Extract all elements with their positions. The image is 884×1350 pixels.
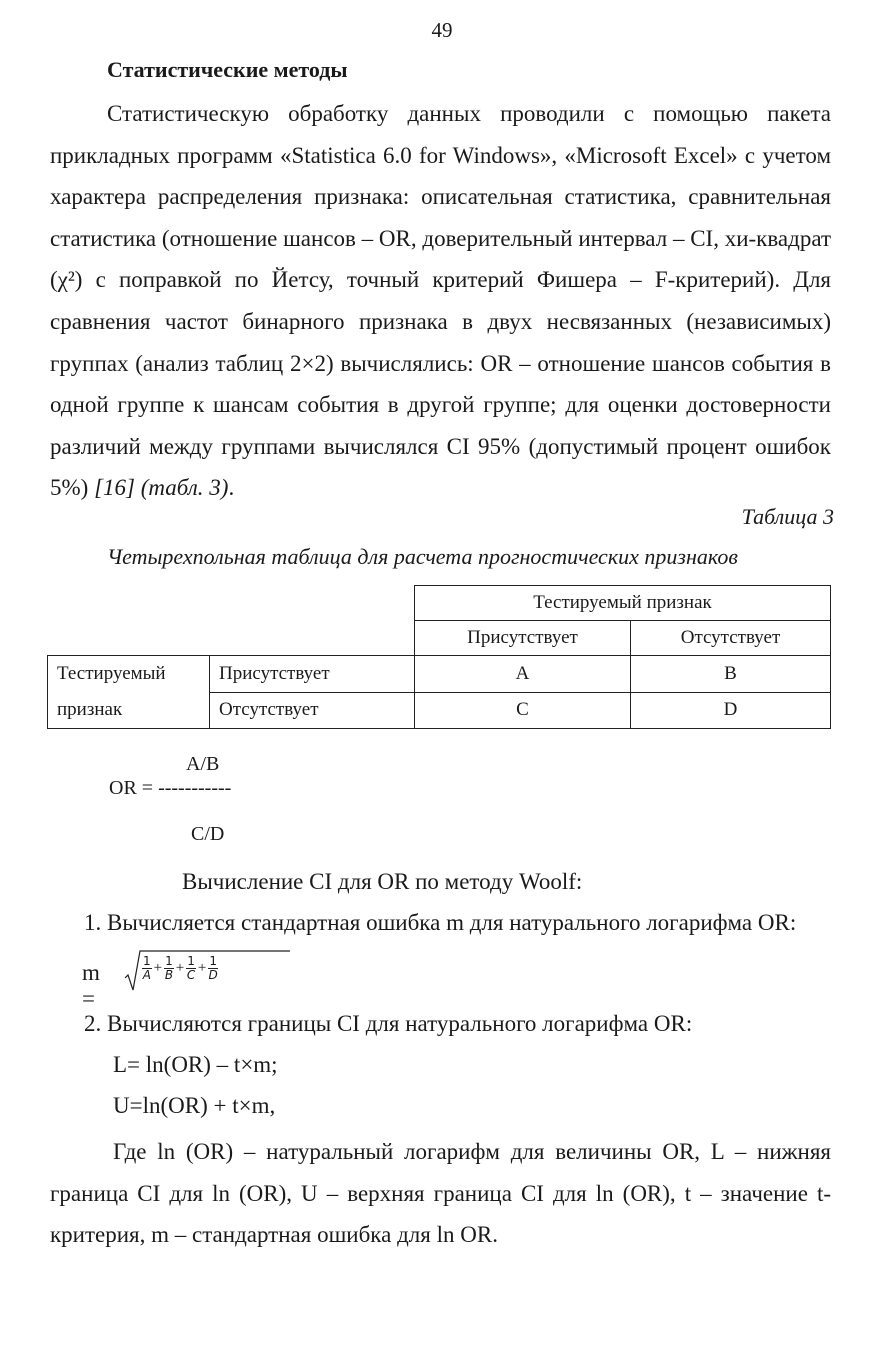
col-absent-header: Отсутствует [631, 621, 831, 656]
cell-a: A [415, 656, 631, 693]
row-group-header-line1: Тестируемый [57, 663, 166, 684]
table-header-row-2 [48, 621, 831, 656]
fraction-term: $\frac{1}{D}$ [208, 954, 218, 983]
definitions-paragraph: Где ln (OR) – натуральный логарифм для величины OR, L – нижняя граница CI для ln (OR), U – верхняя граница CI для ln (OR), t – значение t-критерия, m – стандартная ошибка для ln OR. [50, 1139, 831, 1248]
methods-paragraph [50, 93, 831, 509]
empty-corner [210, 621, 415, 656]
table-number: Таблица 3 [741, 504, 834, 529]
table-row [48, 656, 831, 693]
row-group-header [48, 656, 210, 729]
cell-c: C [415, 692, 631, 729]
equation-lower-bound: L= ln(OR) – t×m; [113, 1052, 278, 1077]
or-numerator: A/B [186, 753, 220, 775]
m-formula-lhs: m = [82, 960, 100, 1011]
or-denominator: C/D [191, 823, 225, 845]
equation-upper-bound: U=ln(OR) + t×m, [113, 1093, 276, 1118]
methods-paragraph-text: Статистическую обработку данных проводили с помощью пакета прикладных программ «Statistica 6.0 for Windows», «Microsoft Excel» с учетом характера распределения признака: описательная статистика, сравнительная статистика (отношение шансов – OR, доверительный интервал – CI, хи-квадрат (χ²) с поправкой по Йетсу, точный критерий Фишера – F-критерий). Для сравнения частот бинарного признака в двух несвязанных (независимых) группах (анализ таблиц 2×2) вычислялись: OR – отношение шансов события в одной группе к шансам события в другой группе; для оценки достоверности различий между группами вычислялся CI 95% (допустимый процент ошибок 5%) [50, 101, 831, 501]
table-header-row-1 [48, 586, 831, 621]
row-present-header: Присутствует [210, 656, 415, 693]
empty-corner [48, 621, 210, 656]
col-present-header: Присутствует [415, 621, 631, 656]
page-number: 49 [431, 18, 453, 42]
table-caption: Четырехпольная таблица для расчета прогностических признаков [107, 544, 738, 569]
or-fraction-line: OR = ----------- [109, 777, 232, 799]
section-heading: Статистические методы [107, 57, 348, 82]
table-reference: [16] (табл. 3) [94, 475, 229, 501]
col-group-header: Тестируемый признак [415, 586, 831, 621]
step-2: 2. Вычисляются границы CI для натурального логарифма OR: [84, 1011, 693, 1036]
fraction-term: $\frac{1}{A}$ [142, 954, 151, 983]
empty-corner [48, 586, 210, 621]
paragraph-end: . [228, 475, 235, 501]
fourfold-table [47, 585, 831, 729]
row-group-header-line2: признак [57, 699, 123, 720]
empty-corner [210, 586, 415, 621]
ci-method-heading: Вычисление CI для OR по методу Woolf: [182, 869, 583, 894]
fraction-term: $\frac{1}{C}$ [186, 954, 196, 983]
step-1: 1. Вычисляется стандартная ошибка m для натурального логарифма OR: [84, 910, 797, 935]
fraction-term: $\frac{1}{B}$ [164, 954, 174, 983]
cell-d: D [631, 692, 831, 729]
row-absent-header: Отсутствует [210, 692, 415, 729]
cell-b: B [631, 656, 831, 693]
m-formula-terms: $\frac{1}{A}$ + $\frac{1}{B}$ + $\frac{1}{C}$ + $\frac{1}{D}$ [142, 954, 218, 983]
